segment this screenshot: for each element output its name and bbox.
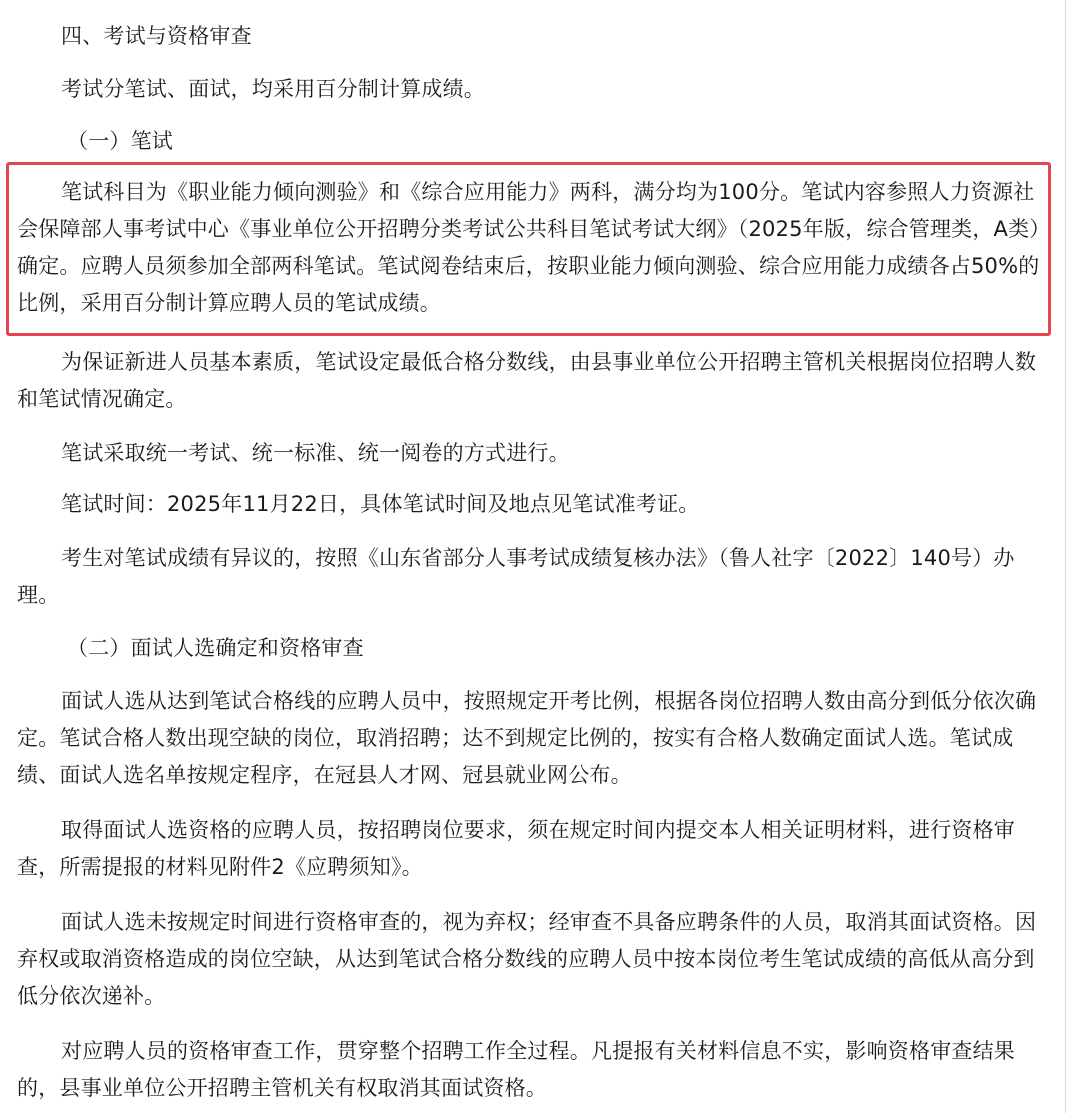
qualification-docs-paragraph: 取得面试人选资格的应聘人员，按招聘岗位要求，须在规定时间内提交本人相关证明材料，进行资格审查，所需提报的材料见附件2《应聘须知》。	[17, 818, 1015, 879]
unified-exam-paragraph: 笔试采取统一考试、统一标准、统一阅卷的方式进行。	[61, 441, 570, 465]
highlight-annotation-box	[6, 162, 1051, 336]
review-process-paragraph: 对应聘人员的资格审查工作，贯穿整个招聘工作全过程。凡提报有关材料信息不实，影响资格审查结果的，县事业单位公开招聘主管机关有权取消其面试资格。	[17, 1039, 1015, 1100]
written-subjects-paragraph: 笔试科目为《职业能力倾向测验》和《综合应用能力》两科，满分均为100分。笔试内容参照人力资源社会保障部人事考试中心《事业单位公开招聘分类考试公共科目笔试考试大纲》（2025年版，综合管理类，A类）确定。应聘人员须参加全部两科笔试。笔试阅卷结束后，按职业能力倾向测验、综合应用能力成绩各占50%的比例，采用百分制计算应聘人员的笔试成绩。	[17, 180, 1041, 315]
objection-paragraph: 考生对笔试成绩有异议的，按照《山东省部分人事考试成绩复核办法》（鲁人社字〔2022〕140号）办理。	[17, 546, 1015, 607]
passing-line-paragraph: 为保证新进人员基本素质，笔试设定最低合格分数线，由县事业单位公开招聘主管机关根据岗位招聘人数和笔试情况确定。	[17, 350, 1037, 411]
section-heading: 四、考试与资格审查	[61, 24, 252, 48]
written-exam-heading: （一）笔试	[67, 129, 173, 153]
forfeit-paragraph: 面试人选未按规定时间进行资格审查的，视为弃权；经审查不具备应聘条件的人员，取消其面试资格。因弃权或取消资格造成的岗位空缺，从达到笔试合格分数线的应聘人员中按本岗位考生笔试成绩的高低从高分到低分依次递补。	[17, 910, 1037, 1008]
interview-heading: （二）面试人选确定和资格审查	[67, 636, 364, 660]
intro-paragraph: 考试分笔试、面试，均采用百分制计算成绩。	[61, 77, 485, 101]
interview-selection-paragraph: 面试人选从达到笔试合格线的应聘人员中，按照规定开考比例，根据各岗位招聘人数由高分到低分依次确定。笔试合格人数出现空缺的岗位，取消招聘；达不到规定比例的，按实有合格人数确定面试人选。笔试成绩、面试人选名单按规定程序，在冠县人才网、冠县就业网公布。	[17, 689, 1037, 787]
exam-time-paragraph: 笔试时间：2025年11月22日，具体笔试时间及地点见笔试准考证。	[61, 492, 700, 516]
right-edge-divider	[1065, 0, 1080, 1113]
